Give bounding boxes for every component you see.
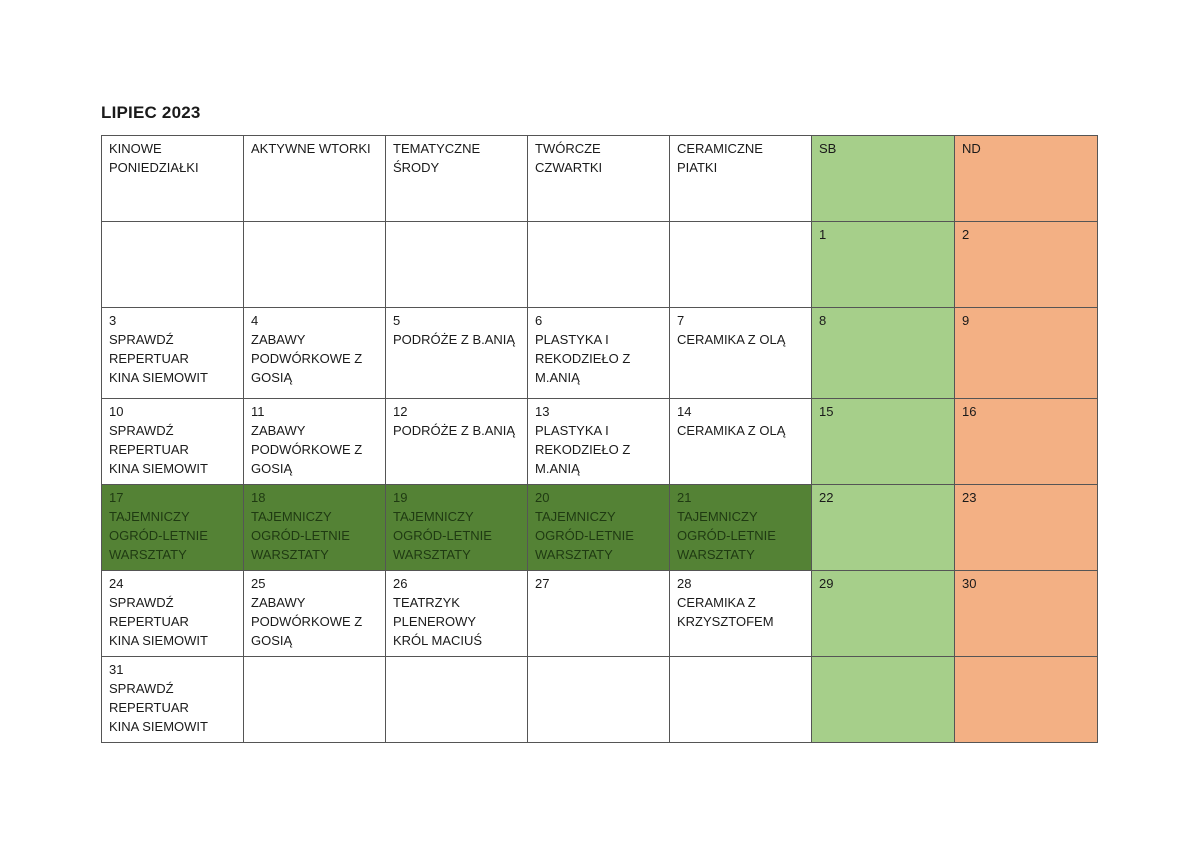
day-cell: [102, 308, 244, 399]
day-number: 1: [819, 227, 827, 242]
week-row: [102, 308, 1098, 399]
day-number: 19: [393, 490, 408, 505]
day-cell: [386, 308, 528, 399]
header-label: SB: [819, 141, 837, 156]
workshop-day-cell: [102, 485, 244, 571]
week-row: [102, 399, 1098, 485]
header-cell-tuesday: [244, 136, 386, 222]
day-number: 8: [819, 313, 827, 328]
header-row: [102, 136, 1098, 222]
saturday-cell: [812, 399, 955, 485]
saturday-cell: [812, 571, 955, 657]
day-cell: [102, 399, 244, 485]
day-cell: [528, 222, 670, 308]
day-number: 15: [819, 404, 834, 419]
day-number: 5: [393, 313, 401, 328]
day-number: 30: [962, 576, 977, 591]
activity-text: SPRAWDŹ REPERTUAR KINA SIEMOWIT: [109, 681, 208, 734]
week-row: [102, 657, 1098, 743]
activity-text: CERAMIKA Z KRZYSZTOFEM: [677, 595, 774, 629]
day-number: 9: [962, 313, 970, 328]
workshop-day-cell: [386, 485, 528, 571]
saturday-cell: [812, 308, 955, 399]
day-cell: [528, 657, 670, 743]
sunday-cell: [955, 308, 1098, 399]
day-number: 25: [251, 576, 266, 591]
day-number: 18: [251, 490, 266, 505]
sunday-cell: [955, 399, 1098, 485]
day-number: 22: [819, 490, 834, 505]
workshop-day-cell: [244, 485, 386, 571]
activity-text: PLASTYKA I REKODZIEŁO Z M.ANIĄ: [535, 423, 631, 476]
sunday-cell: [955, 571, 1098, 657]
day-number: 27: [535, 576, 550, 591]
header-label: KINOWE PONIEDZIAŁKI: [109, 141, 199, 175]
activity-text: CERAMIKA Z OLĄ: [677, 332, 786, 347]
day-number: 26: [393, 576, 408, 591]
header-cell-sunday: [955, 136, 1098, 222]
day-cell: [102, 571, 244, 657]
day-number: 23: [962, 490, 977, 505]
day-number: 20: [535, 490, 550, 505]
header-label: ND: [962, 141, 981, 156]
day-cell: [102, 657, 244, 743]
activity-text: SPRAWDŹ REPERTUAR KINA SIEMOWIT: [109, 423, 208, 476]
day-cell: [670, 657, 812, 743]
day-cell: [386, 657, 528, 743]
day-cell: [528, 399, 670, 485]
sunday-cell: [955, 222, 1098, 308]
day-number: 24: [109, 576, 124, 591]
day-cell: [244, 657, 386, 743]
workshop-day-cell: [528, 485, 670, 571]
day-number: 16: [962, 404, 977, 419]
week-row: [102, 485, 1098, 571]
day-number: 17: [109, 490, 124, 505]
day-cell: [244, 571, 386, 657]
header-label: AKTYWNE WTORKI: [251, 141, 371, 156]
activity-text: TAJEMNICZY OGRÓD-LETNIE WARSZTATY: [109, 509, 208, 562]
day-cell: [102, 222, 244, 308]
week-row: [102, 571, 1098, 657]
day-cell: [386, 222, 528, 308]
page-title: LIPIEC 2023: [101, 103, 201, 122]
day-number: 11: [251, 404, 265, 419]
day-number: 21: [677, 490, 692, 505]
activity-text: ZABAWY PODWÓRKOWE Z GOSIĄ: [251, 423, 363, 476]
day-number: 10: [109, 404, 124, 419]
day-cell: [528, 571, 670, 657]
week-row: [102, 222, 1098, 308]
day-number: 12: [393, 404, 408, 419]
day-cell: [386, 399, 528, 485]
activity-text: SPRAWDŹ REPERTUAR KINA SIEMOWIT: [109, 332, 208, 385]
header-cell-friday: [670, 136, 812, 222]
sunday-cell: [955, 657, 1098, 743]
activity-text: TAJEMNICZY OGRÓD-LETNIE WARSZTATY: [393, 509, 492, 562]
day-cell: [670, 399, 812, 485]
day-cell: [244, 399, 386, 485]
day-number: 3: [109, 313, 117, 328]
day-number: 29: [819, 576, 834, 591]
day-cell: [670, 571, 812, 657]
activity-text: ZABAWY PODWÓRKOWE Z GOSIĄ: [251, 595, 363, 648]
header-cell-thursday: [528, 136, 670, 222]
day-cell: [386, 571, 528, 657]
day-cell: [244, 222, 386, 308]
header-cell-monday: [102, 136, 244, 222]
day-number: 28: [677, 576, 692, 591]
day-number: 31: [109, 662, 124, 677]
activity-text: PODRÓŻE Z B.ANIĄ: [393, 423, 516, 438]
day-cell: [244, 308, 386, 399]
activity-text: ZABAWY PODWÓRKOWE Z GOSIĄ: [251, 332, 363, 385]
header-label: TWÓRCZE CZWARTKI: [535, 141, 603, 175]
header-cell-saturday: [812, 136, 955, 222]
activity-text: SPRAWDŹ REPERTUAR KINA SIEMOWIT: [109, 595, 208, 648]
day-cell: [670, 222, 812, 308]
day-cell: [528, 308, 670, 399]
day-cell: [670, 308, 812, 399]
header-label: CERAMICZNE PIATKI: [677, 141, 763, 175]
activity-text: TAJEMNICZY OGRÓD-LETNIE WARSZTATY: [677, 509, 776, 562]
sunday-cell: [955, 485, 1098, 571]
calendar-table: [101, 135, 1098, 743]
activity-text: PODRÓŻE Z B.ANIĄ: [393, 332, 516, 347]
day-number: 7: [677, 313, 685, 328]
activity-text: PLASTYKA I REKODZIEŁO Z M.ANIĄ: [535, 332, 631, 385]
saturday-cell: [812, 657, 955, 743]
day-number: 14: [677, 404, 692, 419]
activity-text: TEATRZYK PLENEROWY KRÓL MACIUŚ: [393, 595, 483, 648]
day-number: 2: [962, 227, 970, 242]
workshop-day-cell: [670, 485, 812, 571]
activity-text: CERAMIKA Z OLĄ: [677, 423, 786, 438]
day-number: 6: [535, 313, 543, 328]
saturday-cell: [812, 485, 955, 571]
header-label: TEMATYCZNE ŚRODY: [393, 141, 481, 175]
day-number: 4: [251, 313, 259, 328]
header-cell-wednesday: [386, 136, 528, 222]
activity-text: TAJEMNICZY OGRÓD-LETNIE WARSZTATY: [251, 509, 350, 562]
activity-text: TAJEMNICZY OGRÓD-LETNIE WARSZTATY: [535, 509, 634, 562]
saturday-cell: [812, 222, 955, 308]
day-number: 13: [535, 404, 550, 419]
